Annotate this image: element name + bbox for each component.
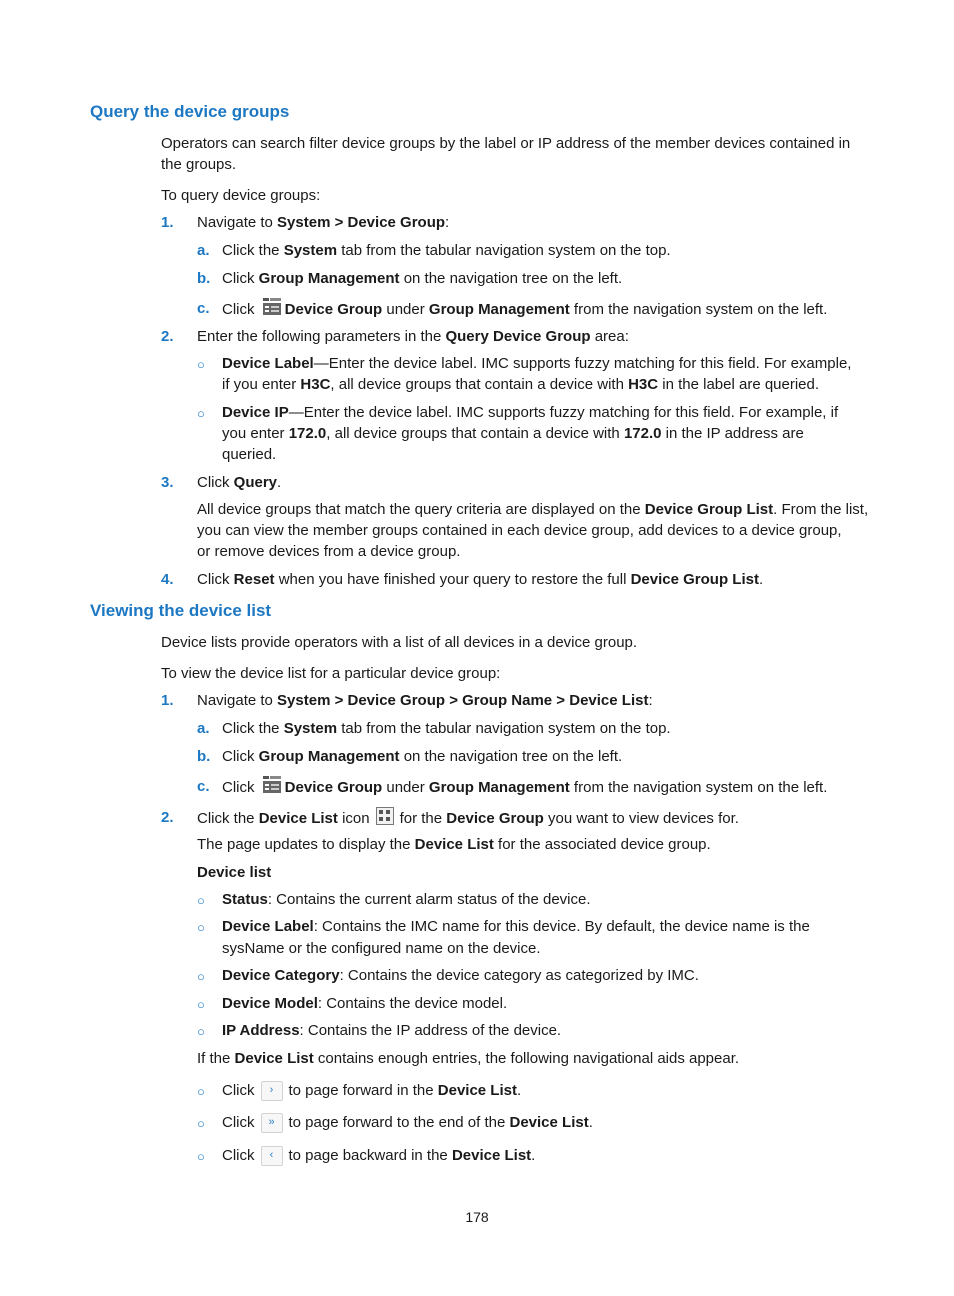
step-number: 1.: [161, 214, 174, 231]
step-number: 3.: [161, 474, 174, 491]
step-text: Click Reset when you have finished your query to restore the full Device Group List.: [197, 571, 764, 588]
paragraph: Device lists provide operators with a list of all devices in a device group.: [161, 634, 638, 651]
step-number: 4.: [161, 571, 174, 588]
field-item-cont: sysName or the configured name on the device.: [222, 940, 541, 957]
substep-text: Click Device Group under Group Management from the navigation system on the left.: [222, 776, 827, 800]
bullet: ○: [197, 920, 205, 935]
substep-label: b.: [197, 748, 211, 765]
device-group-icon: [262, 298, 282, 322]
substep-label: b.: [197, 270, 211, 287]
step-description: or remove devices from a device group.: [197, 543, 461, 560]
paragraph: If the Device List contains enough entries, the following navigational aids appear.: [197, 1050, 740, 1067]
param-item-ip: Device IP—Enter the device label. IMC supports fuzzy matching for this field. For example, if: [222, 404, 839, 421]
page-backward-button[interactable]: ‹: [261, 1146, 283, 1166]
subheading-device-list: Device list: [197, 864, 272, 881]
bullet: ○: [197, 969, 205, 984]
page-last-button[interactable]: »: [261, 1113, 283, 1133]
nav-aid-item: Click » to page forward to the end of the Device List.: [222, 1114, 593, 1131]
step-number: 2.: [161, 809, 174, 826]
nav-aid-item: Click ‹ to page backward in the Device List.: [222, 1147, 536, 1164]
bullet: ○: [197, 1024, 205, 1039]
bullet: ○: [197, 1149, 205, 1164]
substep-text: Click Device Group under Group Management from the navigation system on the left.: [222, 298, 827, 322]
substep-text: Click Group Management on the navigation tree on the left.: [222, 748, 623, 765]
paragraph: Operators can search filter device groups by the label or IP address of the member devices contained in: [161, 135, 851, 152]
substep-label: c.: [197, 778, 210, 795]
substep-label: a.: [197, 242, 210, 259]
param-item-ip-cont: you enter 172.0, all device groups that contain a device with 172.0 in the IP address are: [222, 425, 804, 442]
field-item: IP Address: Contains the IP address of the device.: [222, 1022, 562, 1039]
page-forward-button[interactable]: ›: [261, 1081, 283, 1101]
page-number: 178: [465, 1209, 489, 1225]
substep-text: Click the System tab from the tabular navigation system on the top.: [222, 242, 671, 259]
field-item: Device Label: Contains the IMC name for this device. By default, the device name is the: [222, 918, 810, 935]
field-item: Status: Contains the current alarm status of the device.: [222, 891, 591, 908]
field-item: Device Model: Contains the device model.: [222, 995, 508, 1012]
step-description: you can view the member groups contained in each device group, add devices to a device group,: [197, 522, 842, 539]
bullet: ○: [197, 406, 205, 421]
substep-text: Click the System tab from the tabular navigation system on the top.: [222, 720, 671, 737]
bullet: ○: [197, 893, 205, 908]
step-text: Navigate to System > Device Group:: [197, 214, 450, 231]
bullet: ○: [197, 1084, 205, 1099]
param-item-ip-cont: queried.: [222, 446, 277, 463]
grid-icon: [376, 807, 394, 831]
param-item-label: Device Label—Enter the device label. IMC supports fuzzy matching for this field. For example,: [222, 355, 852, 372]
substep-label: a.: [197, 720, 210, 737]
substep-text: Click Group Management on the navigation tree on the left.: [222, 270, 623, 287]
section-heading-device-list: Viewing the device list: [90, 601, 272, 620]
paragraph: To query device groups:: [161, 187, 321, 204]
paragraph: To view the device list for a particular device group:: [161, 665, 501, 682]
step-text: Click the Device List icon for the Device Group you want to view devices for.: [197, 807, 739, 831]
field-item: Device Category: Contains the device category as categorized by IMC.: [222, 967, 699, 984]
step-text: Navigate to System > Device Group > Group Name > Device List:: [197, 692, 653, 709]
device-group-icon: [262, 776, 282, 800]
bullet: ○: [197, 997, 205, 1012]
step-number: 2.: [161, 328, 174, 345]
step-text: Click Query.: [197, 474, 282, 491]
paragraph: the groups.: [161, 156, 237, 173]
section-heading-query: Query the device groups: [90, 102, 290, 121]
param-item-label-cont: if you enter H3C, all device groups that contain a device with H3C in the label are queried.: [222, 376, 820, 393]
step-description: The page updates to display the Device List for the associated device group.: [197, 836, 711, 853]
nav-aid-item: Click › to page forward in the Device List.: [222, 1082, 522, 1099]
substep-label: c.: [197, 300, 210, 317]
bullet: ○: [197, 1116, 205, 1131]
step-text: Enter the following parameters in the Query Device Group area:: [197, 328, 629, 345]
step-description: All device groups that match the query criteria are displayed on the Device Group List. From the list,: [197, 501, 869, 518]
step-number: 1.: [161, 692, 174, 709]
bullet: ○: [197, 357, 205, 372]
